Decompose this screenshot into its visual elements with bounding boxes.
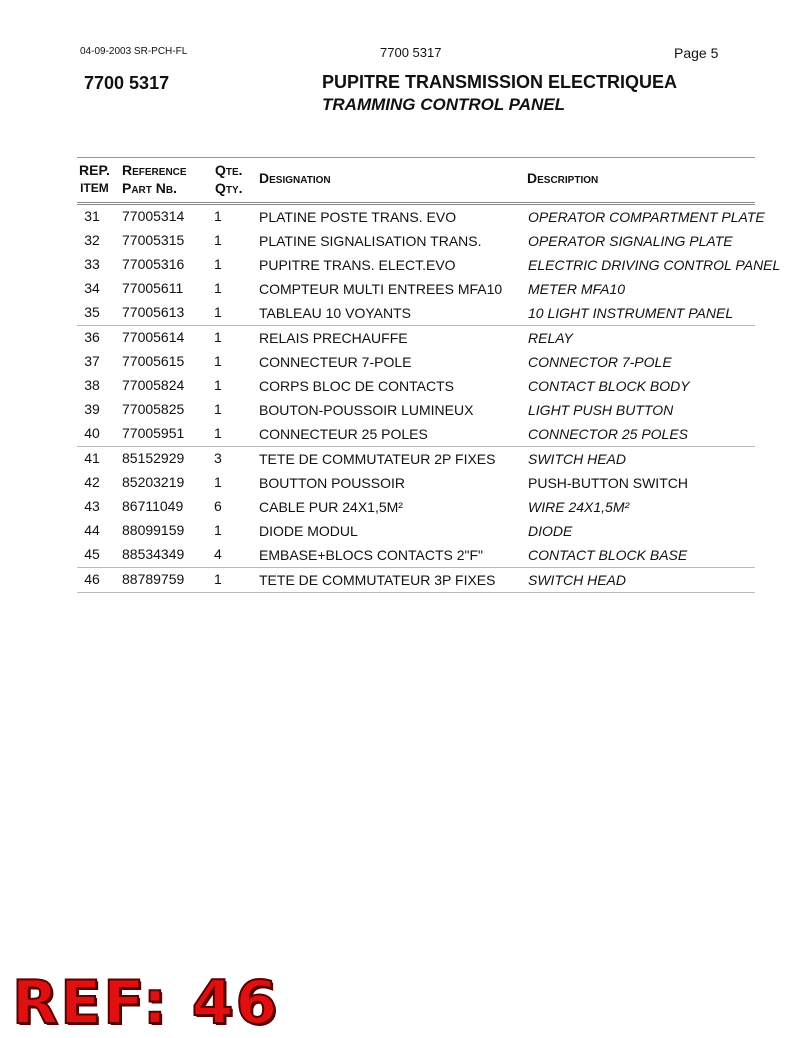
column-header-designation: Designation bbox=[259, 170, 331, 186]
document-number: 7700 5317 bbox=[380, 45, 442, 60]
table-row bbox=[77, 568, 755, 593]
table-row bbox=[77, 519, 755, 543]
part-reference: 85152929 bbox=[122, 450, 185, 466]
table-row bbox=[77, 374, 755, 398]
part-reference: 77005613 bbox=[122, 304, 185, 320]
quantity: 1 bbox=[214, 377, 222, 393]
title-english: TRAMMING CONTROL PANEL bbox=[322, 95, 566, 114]
description: ELECTRIC DRIVING CONTROL PANEL bbox=[528, 257, 781, 273]
table-row bbox=[77, 253, 781, 277]
part-reference: 86711049 bbox=[122, 498, 184, 514]
item-number: 33 bbox=[84, 256, 100, 272]
part-reference: 88534349 bbox=[122, 546, 185, 562]
item-number: 41 bbox=[84, 450, 100, 466]
quantity: 1 bbox=[214, 522, 222, 538]
item-number: 45 bbox=[84, 546, 100, 562]
description: 10 LIGHT INSTRUMENT PANEL bbox=[528, 305, 734, 321]
designation: TETE DE COMMUTATEUR 2P FIXES bbox=[259, 451, 496, 467]
quantity: 1 bbox=[214, 232, 222, 248]
reference-stamp: REF: 46 bbox=[12, 968, 280, 1038]
quantity: 1 bbox=[214, 571, 222, 587]
table-row bbox=[77, 326, 755, 350]
designation: PUPITRE TRANS. ELECT.EVO bbox=[259, 257, 456, 273]
description: CONNECTOR 25 POLES bbox=[528, 426, 689, 442]
parts-table bbox=[77, 157, 781, 593]
quantity: 3 bbox=[214, 450, 222, 466]
designation: CONNECTEUR 25 POLES bbox=[259, 426, 428, 442]
table-row bbox=[77, 543, 755, 568]
description: CONTACT BLOCK BODY bbox=[528, 378, 690, 394]
designation: BOUTON-POUSSOIR LUMINEUX bbox=[259, 402, 474, 418]
table-row bbox=[77, 301, 755, 326]
item-number: 34 bbox=[84, 280, 100, 296]
part-reference: 77005314 bbox=[122, 208, 185, 224]
quantity: 1 bbox=[214, 304, 222, 320]
description: SWITCH HEAD bbox=[528, 451, 626, 467]
quantity: 1 bbox=[214, 353, 222, 369]
description: OPERATOR SIGNALING PLATE bbox=[528, 233, 733, 249]
table-body bbox=[77, 205, 781, 593]
table-row bbox=[77, 495, 755, 519]
designation: PLATINE SIGNALISATION TRANS. bbox=[259, 233, 482, 249]
description: WIRE 24X1,5M² bbox=[528, 499, 630, 515]
column-header-quantity: Qte. Qty. bbox=[215, 162, 243, 196]
quantity: 1 bbox=[214, 474, 222, 490]
table-row bbox=[77, 277, 755, 301]
part-reference: 77005315 bbox=[122, 232, 185, 248]
title-french: PUPITRE TRANSMISSION ELECTRIQUEA bbox=[322, 72, 678, 92]
quantity: 1 bbox=[214, 329, 222, 345]
quantity: 1 bbox=[214, 280, 222, 296]
item-number: 44 bbox=[84, 522, 100, 538]
item-number: 39 bbox=[84, 401, 100, 417]
description: CONTACT BLOCK BASE bbox=[528, 547, 688, 563]
quantity: 1 bbox=[214, 256, 222, 272]
part-reference: 77005825 bbox=[122, 401, 185, 417]
description: RELAY bbox=[528, 330, 573, 346]
item-number: 40 bbox=[84, 425, 100, 441]
item-number: 35 bbox=[84, 304, 100, 320]
table-row bbox=[77, 350, 755, 374]
designation: DIODE MODUL bbox=[259, 523, 358, 539]
designation: PLATINE POSTE TRANS. EVO bbox=[259, 209, 457, 225]
quantity: 1 bbox=[214, 208, 222, 224]
table-row bbox=[77, 447, 755, 471]
quantity: 1 bbox=[214, 401, 222, 417]
part-reference: 88789759 bbox=[122, 571, 185, 587]
designation: CONNECTEUR 7-POLE bbox=[259, 354, 412, 370]
item-number: 31 bbox=[84, 208, 100, 224]
item-number: 38 bbox=[84, 377, 100, 393]
description: METER MFA10 bbox=[528, 281, 625, 297]
part-reference: 85203219 bbox=[122, 474, 185, 490]
designation: CORPS BLOC DE CONTACTS bbox=[259, 378, 454, 394]
table-row bbox=[77, 398, 755, 422]
table-row bbox=[77, 205, 765, 229]
part-reference: 77005615 bbox=[122, 353, 185, 369]
designation: TETE DE COMMUTATEUR 3P FIXES bbox=[259, 572, 496, 588]
description: DIODE bbox=[528, 523, 573, 539]
item-number: 43 bbox=[84, 498, 100, 514]
designation: COMPTEUR MULTI ENTREES MFA10 bbox=[259, 281, 503, 297]
column-header-reference: Reference Part Nb. bbox=[122, 162, 187, 196]
designation: CABLE PUR 24X1,5M² bbox=[259, 499, 403, 515]
item-number: 32 bbox=[84, 232, 100, 248]
date-code: 04-09-2003 SR-PCH-FL bbox=[80, 46, 188, 57]
quantity: 4 bbox=[214, 546, 222, 562]
table-row bbox=[77, 422, 755, 447]
designation: BOUTTON POUSSOIR bbox=[259, 475, 405, 491]
description: PUSH-BUTTON SWITCH bbox=[528, 475, 688, 491]
table-row bbox=[77, 229, 755, 253]
description: CONNECTOR 7-POLE bbox=[528, 354, 672, 370]
designation: TABLEAU 10 VOYANTS bbox=[259, 305, 411, 321]
page-number: Page 5 bbox=[674, 45, 719, 61]
table-header bbox=[77, 157, 755, 205]
part-reference: 77005611 bbox=[122, 280, 184, 296]
table-row bbox=[77, 471, 755, 495]
item-number: 37 bbox=[84, 353, 100, 369]
column-header-description: Description bbox=[527, 170, 599, 186]
quantity: 1 bbox=[214, 425, 222, 441]
description: OPERATOR COMPARTMENT PLATE bbox=[528, 209, 765, 225]
description: LIGHT PUSH BUTTON bbox=[528, 402, 674, 418]
designation: RELAIS PRECHAUFFE bbox=[259, 330, 408, 346]
description: SWITCH HEAD bbox=[528, 572, 626, 588]
item-number: 46 bbox=[84, 571, 100, 587]
part-reference: 77005951 bbox=[122, 425, 185, 441]
designation: EMBASE+BLOCS CONTACTS 2"F" bbox=[259, 547, 484, 563]
part-reference: 77005316 bbox=[122, 256, 185, 272]
item-number: 36 bbox=[84, 329, 100, 345]
part-reference: 88099159 bbox=[122, 522, 185, 538]
part-number-title: 7700 5317 bbox=[84, 73, 170, 93]
item-number: 42 bbox=[84, 474, 100, 490]
quantity: 6 bbox=[214, 498, 222, 514]
part-reference: 77005824 bbox=[122, 377, 185, 393]
column-header-item: REP. ITEM bbox=[79, 162, 110, 195]
part-reference: 77005614 bbox=[122, 329, 185, 345]
